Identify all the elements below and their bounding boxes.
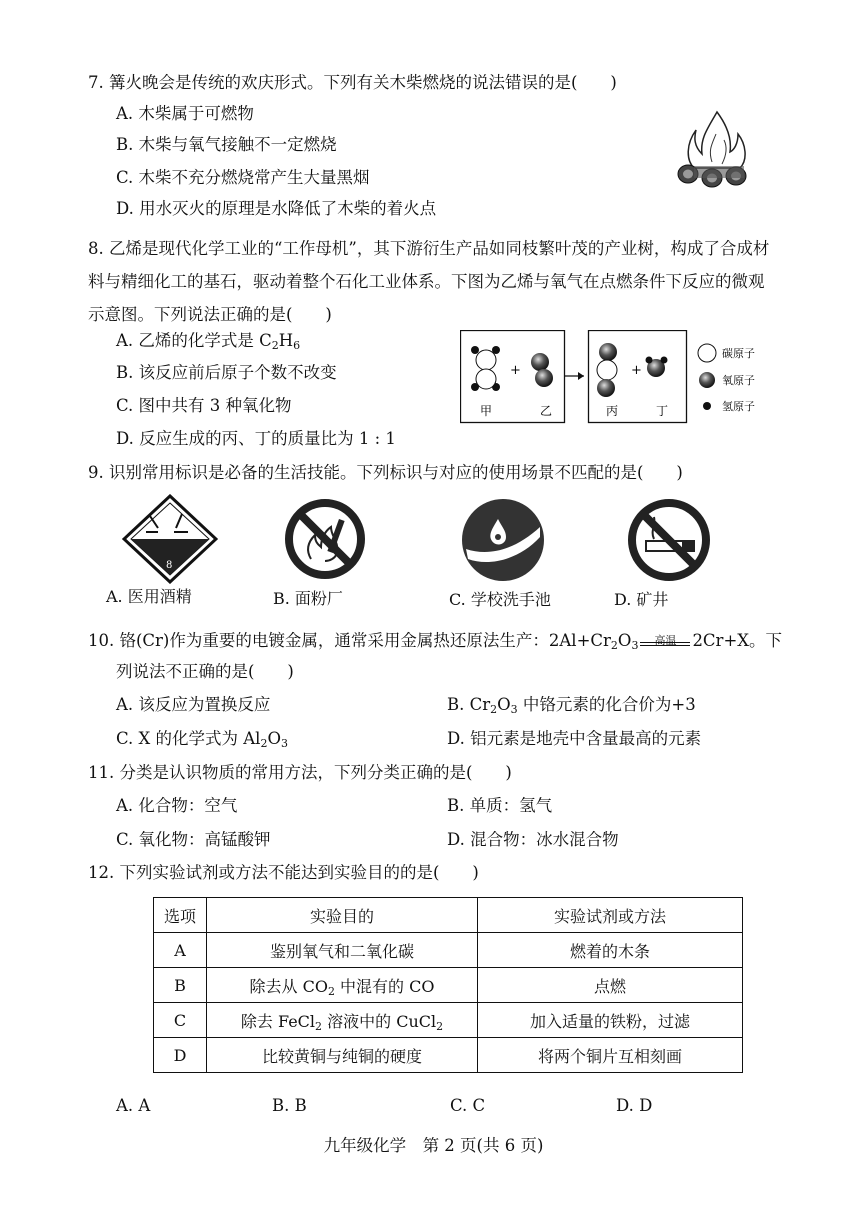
svg-text:碳原子: 碳原子 <box>722 347 755 360</box>
label-ding: 丁 <box>656 404 669 418</box>
row-goal: 除去从 $CO_2$ 中混有的 CO <box>207 968 478 1003</box>
q12-answer-b: B. B <box>272 1096 307 1115</box>
q12-answer-c: C. C <box>450 1096 486 1115</box>
row-option: B <box>154 968 207 1003</box>
q11-option-a: A. 化合物：空气 <box>116 796 238 815</box>
row-goal: 除去 FeCl$_2$ 溶液中的 CuCl$_2$ <box>207 1003 478 1038</box>
q11-option-c: C. 氧化物：高锰酸钾 <box>116 830 271 849</box>
row-option: A <box>154 933 207 968</box>
row-option: D <box>154 1038 207 1073</box>
q12-stem: 12. 下列实验试剂或方法不能达到实验目的的是( ) <box>88 863 479 882</box>
q10-option-d: D. 铝元素是地壳中含量最高的元素 <box>447 729 702 748</box>
experiment-table <box>153 897 743 1073</box>
svg-text:8: 8 <box>166 560 173 571</box>
corrosive-sign-icon <box>122 494 218 584</box>
q7-option-b: B. 木柴与氧气接触不一定燃烧 <box>116 135 337 154</box>
q12-answer-a: A. A <box>116 1096 151 1115</box>
q7-option-c: C. 木柴不充分燃烧常产生大量黑烟 <box>116 168 370 187</box>
row-method: 点燃 <box>478 968 743 1003</box>
q9-caption-a: A. 医用酒精 <box>106 587 192 606</box>
q8-option-b: B. 该反应前后原子个数不改变 <box>116 363 337 382</box>
q12-answer-d: D. D <box>616 1096 653 1115</box>
table-row <box>154 933 743 968</box>
table-header-row <box>154 898 743 933</box>
svg-text:氧原子: 氧原子 <box>722 374 755 387</box>
q7-option-d: D. 用水灭火的原理是水降低了木柴的着火点 <box>116 199 437 218</box>
row-method: 加入适量的铁粉，过滤 <box>478 1003 743 1038</box>
q9-caption-d: D. 矿井 <box>614 590 669 609</box>
row-goal: 鉴别氧气和二氧化碳 <box>207 933 478 968</box>
q9-caption-b: B. 面粉厂 <box>273 589 343 608</box>
campfire-image <box>672 104 762 194</box>
row-method: 将两个铜片互相刻画 <box>478 1038 743 1073</box>
q10-option-c: C. X 的化学式为 $Al_2O_3$ <box>116 729 288 750</box>
row-option: C <box>154 1003 207 1038</box>
q11-option-d: D. 混合物：冰水混合物 <box>447 830 619 849</box>
no-smoking-sign-icon <box>626 497 712 583</box>
svg-text:+: + <box>510 363 521 378</box>
no-fire-sign-icon <box>283 497 367 581</box>
reaction-micro-diagram <box>460 330 780 425</box>
q8-option-d: D. 反应生成的丙、丁的质量比为 1 : 1 <box>116 429 396 448</box>
page-footer: 九年级化学 第 2 页(共 6 页) <box>323 1136 544 1155</box>
q11-stem: 11. 分类是认识物质的常用方法，下列分类正确的是( ) <box>88 763 512 782</box>
q8-stem: 8. 乙烯是现代化学工业的“工作母机”，其下游衍生产品如同枝繁叶茂的产业树，构成了合成材料与精细化工的基石，驱动着整个石化工业体系。下图为乙烯与氧气在点燃条件下反应的微观示意图。下列说法正确的是( ) <box>88 239 770 324</box>
header-option: 选项 <box>154 898 207 933</box>
label-bing: 丙 <box>606 404 619 418</box>
q9-stem: 9. 识别常用标识是必备的生活技能。下列标识与对应的使用场景不匹配的是( ) <box>88 463 683 482</box>
q10-condition: 高温 <box>654 634 677 647</box>
svg-text:+: + <box>631 363 642 378</box>
q10-option-b: B. $Cr_2O_3$ 中铬元素的化合价为+3 <box>447 695 696 716</box>
q11-option-b: B. 单质：氢气 <box>447 796 553 815</box>
q7-option-a: A. 木柴属于可燃物 <box>116 104 254 123</box>
table-row <box>154 1003 743 1038</box>
q9-caption-c: C. 学校洗手池 <box>449 590 551 609</box>
q7-stem: 7. 篝火晚会是传统的欢庆形式。下列有关木柴燃烧的说法错误的是( ) <box>88 73 617 92</box>
label-yi: 乙 <box>540 404 553 418</box>
row-goal: 比较黄铜与纯铜的硬度 <box>207 1038 478 1073</box>
label-jia: 甲 <box>480 404 493 418</box>
q10-stem: 10. 铬(Cr)作为重要的电镀金属，通常采用金属热还原法生产：$2Al+Cr_2O_3$ 高温 2Cr+X。下 <box>88 631 783 652</box>
q10-option-a: A. 该反应为置换反应 <box>116 695 271 714</box>
table-row <box>154 968 743 1003</box>
save-water-sign-icon <box>460 497 546 583</box>
table-row <box>154 1038 743 1073</box>
q8-option-c: C. 图中共有 3 种氧化物 <box>116 396 292 415</box>
q10-stem-line2: 列说法不正确的是( ) <box>116 662 294 681</box>
q8-option-a: A. 乙烯的化学式是 $C_2H_6$ <box>116 331 301 352</box>
header-goal: 实验目的 <box>207 898 478 933</box>
header-method: 实验试剂或方法 <box>478 898 743 933</box>
svg-text:氢原子: 氢原子 <box>722 400 755 413</box>
row-method: 燃着的木条 <box>478 933 743 968</box>
